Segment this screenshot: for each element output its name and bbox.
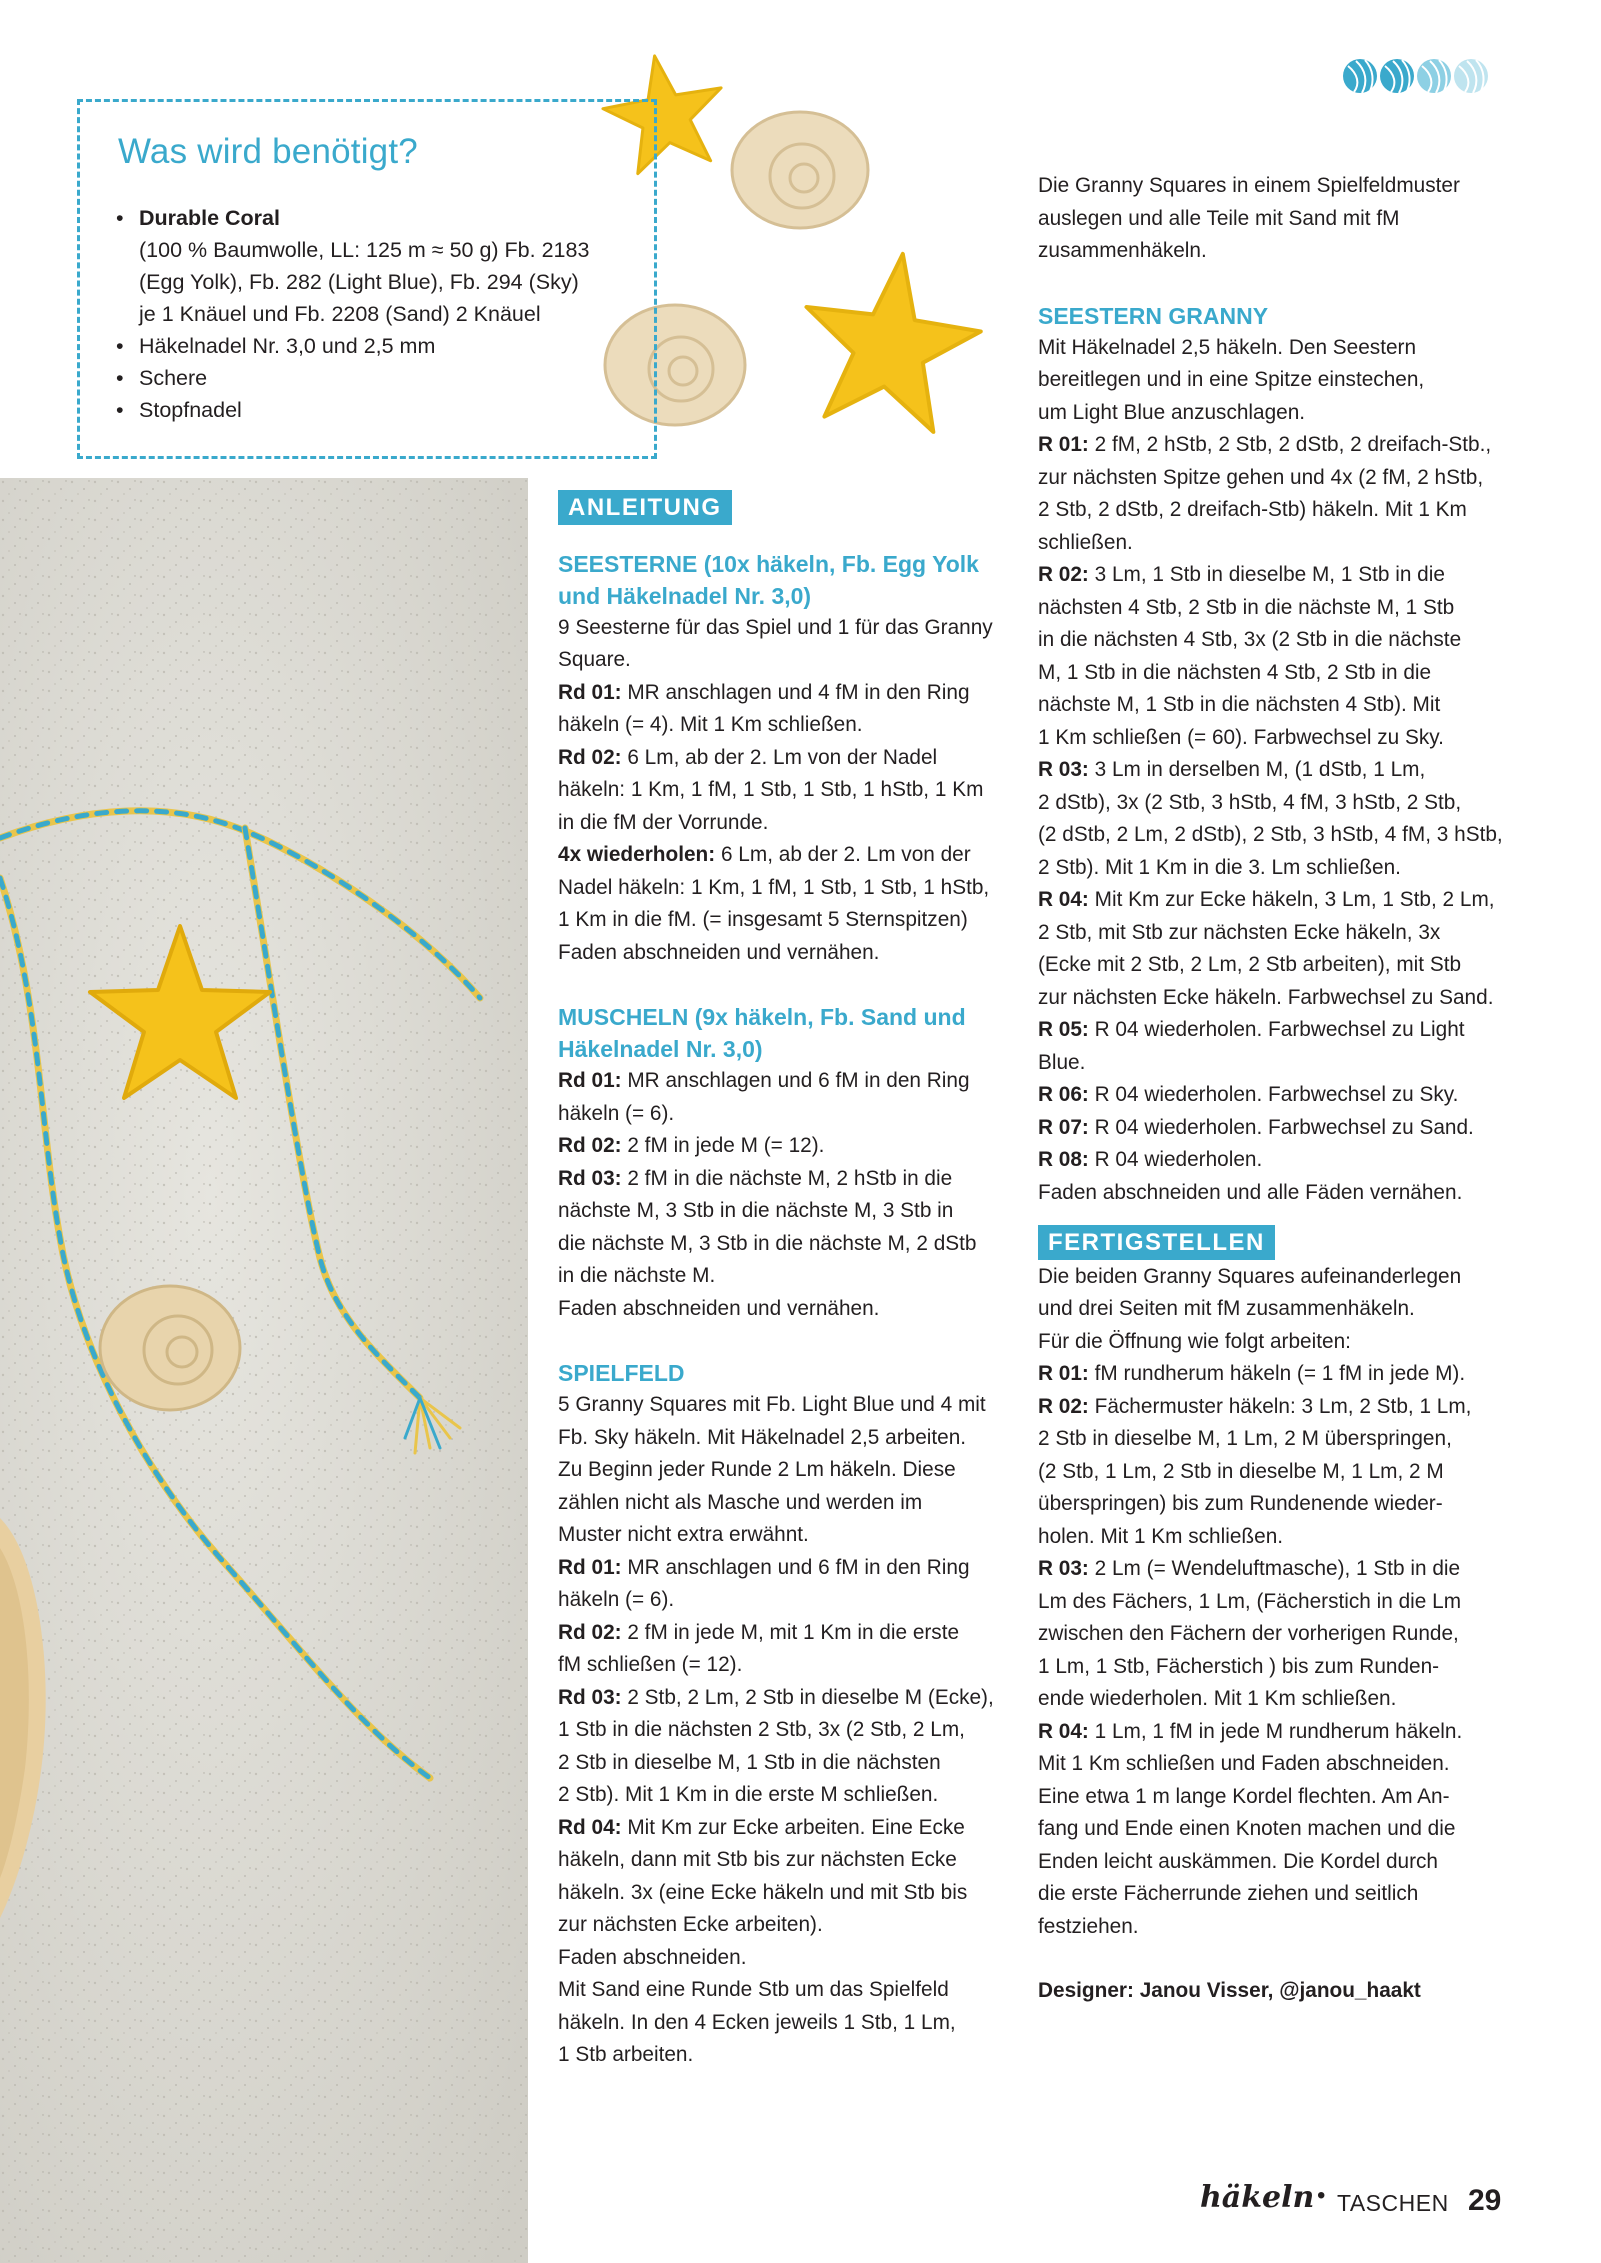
text-line: in die fM der Vorrunde. <box>558 810 769 834</box>
materials-yarn-detail: (Egg Yolk), Fb. 282 (Light Blue), Fb. 294 (Sky) <box>139 270 579 294</box>
yarn-ball-icon <box>1343 59 1377 93</box>
page-footer <box>1200 2178 1500 2228</box>
text-line: Rd 04: Mit Km zur Ecke arbeiten. Eine Ecke <box>558 1815 965 1839</box>
materials-item: • Stopfnadel <box>116 394 589 426</box>
text-line: R 05: R 04 wiederholen. Farbwechsel zu Light <box>1038 1018 1465 1041</box>
text-line: 2 Stb, mit Stb zur nächsten Ecke häkeln, 3x <box>1038 920 1441 944</box>
text-line: Rd 02: 2 fM in jede M (= 12). <box>558 1134 825 1157</box>
text-line: Die Granny Squares in einem Spielfeldmuster <box>1038 174 1460 197</box>
text-line: Mit Häkelnadel 2,5 häkeln. Den Seestern <box>1038 335 1417 359</box>
text-line: überspringen) bis zum Rundenende wieder- <box>1038 1492 1443 1515</box>
yarn-ball-icon <box>1380 59 1414 93</box>
heading-seestern-granny: SEESTERN GRANNY <box>1038 302 1269 329</box>
text-line: Blue. <box>1038 1050 1086 1074</box>
text-line: Nadel häkeln: 1 Km, 1 fM, 1 Stb, 1 Stb, 1 hStb, <box>558 875 990 899</box>
text-line: 1 Lm, 1 Stb, Fächerstich ) bis zum Runden- <box>1038 1654 1440 1678</box>
text-line: 1 Stb in die nächsten 2 Stb, 3x (2 Stb, 2 Lm, <box>558 1718 965 1741</box>
text-line: häkeln (= 4). Mit 1 Km schließen. <box>558 713 863 736</box>
text-line: die erste Fächerrunde ziehen und seitlich <box>1038 1882 1419 1905</box>
text-line: 1 Stb arbeiten. <box>558 2043 694 2066</box>
materials-box <box>77 99 657 459</box>
text-line: um Light Blue anzuschlagen. <box>1038 400 1306 424</box>
text-line: Mit Sand eine Runde Stb um das Spielfeld <box>558 1978 949 2001</box>
page-number: 29 <box>1468 2184 1502 2217</box>
yarn-ball-icons <box>1340 56 1490 96</box>
text-line: (2 Stb, 1 Lm, 2 Stb in dieselbe M, 1 Lm, 2 M <box>1038 1459 1444 1483</box>
text-line: zwischen den Fächern der vorherigen Runde, <box>1038 1622 1459 1645</box>
text-line: und drei Seiten mit fM zusammenhäkeln. <box>1038 1297 1415 1320</box>
heading-muscheln: Häkelnadel Nr. 3,0) <box>558 1036 763 1062</box>
text-line: 9 Seesterne für das Spiel und 1 für das Granny <box>558 615 993 639</box>
text-line: häkeln (= 6). <box>558 1101 675 1125</box>
footer-separator: • <box>1317 2182 1326 2209</box>
text-line: Faden abschneiden. <box>558 1945 747 1969</box>
instructions-column-1 <box>558 490 1008 2072</box>
text-line: Mit 1 Km schließen und Faden abschneiden. <box>1038 1752 1450 1775</box>
text-line: schließen. <box>1038 530 1133 554</box>
starfish-icon <box>792 242 990 437</box>
materials-yarn-detail: (100 % Baumwolle, LL: 125 m ≈ 50 g) Fb. 2183 <box>139 238 590 262</box>
heading-seesterne: und Häkelnadel Nr. 3,0) <box>558 582 812 609</box>
text-line: nächsten 4 Stb, 2 Stb in die nächste M, 1 Stb <box>1038 595 1455 619</box>
text-line: Faden abschneiden und alle Fäden vernähen. <box>1038 1180 1463 1204</box>
magazine-brand: häkeln <box>1200 2180 1315 2215</box>
text-line: Rd 03: 2 fM in die nächste M, 2 hStb in die <box>558 1166 953 1190</box>
text-line: holen. Mit 1 Km schließen. <box>1038 1524 1284 1548</box>
text-line: 4x wiederholen: 6 Lm, ab der 2. Lm von der <box>558 843 971 866</box>
materials-item: • Häkelnadel Nr. 3,0 und 2,5 mm <box>116 330 589 362</box>
text-line: zur nächsten Ecke arbeiten). <box>558 1913 823 1936</box>
text-line: nächste M, 3 Stb in die nächste M, 3 Stb in <box>558 1199 954 1222</box>
heading-seesterne: SEESTERNE (10x häkeln, Fb. Egg Yolk <box>558 550 979 577</box>
text-line: Faden abschneiden und vernähen. <box>558 1296 880 1320</box>
text-line: häkeln. In den 4 Ecken jeweils 1 Stb, 1 Lm, <box>558 2010 956 2034</box>
text-line: Für die Öffnung wie folgt arbeiten: <box>1038 1329 1351 1353</box>
yarn-ball-icon <box>1417 59 1451 93</box>
text-line: häkeln: 1 Km, 1 fM, 1 Stb, 1 Stb, 1 hStb, 1 Km <box>558 778 984 801</box>
materials-title: Was wird benötigt? <box>118 132 418 171</box>
heading-muscheln: MUSCHELN (9x häkeln, Fb. Sand und <box>558 1004 966 1030</box>
text-line: Die beiden Granny Squares aufeinanderlegen <box>1038 1264 1462 1288</box>
footer-section: TASCHEN <box>1337 2190 1449 2216</box>
text-line: häkeln. 3x (eine Ecke häkeln und mit Stb bis <box>558 1880 968 1904</box>
text-line: Square. <box>558 648 631 671</box>
designer-credit: Designer: Janou Visser, @janou_haakt <box>1038 1979 1421 2002</box>
text-line: Rd 03: 2 Stb, 2 Lm, 2 Stb in dieselbe M (Ecke), <box>558 1685 994 1709</box>
text-line: in die nächsten 4 Stb, 3x (2 Stb in die nächste <box>1038 628 1462 651</box>
text-line: (2 dStb, 2 Lm, 2 dStb), 2 Stb, 3 hStb, 4 fM, 3 hStb, <box>1038 823 1503 846</box>
text-line: M, 1 Stb in die nächsten 4 Stb, 2 Stb in die <box>1038 660 1432 684</box>
text-line: ende wiederholen. Mit 1 Km schließen. <box>1038 1687 1397 1710</box>
text-line: zählen nicht als Masche und werden im <box>558 1490 923 1514</box>
text-line: R 07: R 04 wiederholen. Farbwechsel zu Sand. <box>1038 1115 1474 1139</box>
text-line: Lm des Fächers, 1 Lm, (Fächerstich in die Lm <box>1038 1589 1462 1613</box>
text-line: Muster nicht extra erwähnt. <box>558 1523 809 1546</box>
text-line: nächste M, 1 Stb in die nächsten 4 Stb). Mit <box>1038 693 1441 716</box>
text-line: 2 dStb), 3x (2 Stb, 3 hStb, 4 fM, 3 hStb, 2 Stb, <box>1038 790 1462 814</box>
text-line: 2 Stb, 2 dStb, 2 dreifach-Stb) häkeln. Mit 1 Km <box>1038 498 1467 521</box>
text-line: in die nächste M. <box>558 1264 716 1287</box>
materials-item: • Schere <box>116 362 589 394</box>
text-line: R 08: R 04 wiederholen. <box>1038 1148 1263 1171</box>
text-line: häkeln, dann mit Stb bis zur nächsten Ecke <box>558 1848 957 1871</box>
text-line: R 02: 3 Lm, 1 Stb in dieselbe M, 1 Stb in die <box>1038 563 1445 586</box>
text-line: Rd 02: 2 fM in jede M, mit 1 Km in die erste <box>558 1620 960 1644</box>
materials-list <box>116 202 589 426</box>
text-line: Enden leicht auskämmen. Die Kordel durch <box>1038 1849 1438 1873</box>
materials-item-yarn: • Durable Coral <box>116 202 589 234</box>
text-line: R 01: 2 fM, 2 hStb, 2 Stb, 2 dStb, 2 dreifach-Stb., <box>1038 433 1492 456</box>
text-line: fang und Ende einen Knoten machen und die <box>1038 1817 1456 1840</box>
text-line: Faden abschneiden und vernähen. <box>558 940 880 964</box>
text-line: R 03: 2 Lm (= Wendeluftmasche), 1 Stb in die <box>1038 1557 1461 1580</box>
section-label-fertigstellen: FERTIGSTELLEN <box>1038 1225 1275 1260</box>
text-line: die nächste M, 3 Stb in die nächste M, 2 dStb <box>558 1231 977 1255</box>
text-line: zur nächsten Spitze gehen und 4x (2 fM, 2 hStb, <box>1038 465 1484 489</box>
shell-icon <box>732 112 868 228</box>
text-line: R 04: Mit Km zur Ecke häkeln, 3 Lm, 1 Stb, 2 Lm, <box>1038 888 1495 911</box>
text-line: R 03: 3 Lm in derselben M, (1 dStb, 1 Lm, <box>1038 758 1426 781</box>
text-line: 5 Granny Squares mit Fb. Light Blue und 4 mit <box>558 1393 986 1416</box>
text-line: R 02: Fächermuster häkeln: 3 Lm, 2 Stb, 1 Lm, <box>1038 1394 1472 1418</box>
materials-yarn-detail: je 1 Knäuel und Fb. 2208 (Sand) 2 Knäuel <box>139 302 541 326</box>
text-line: R 04: 1 Lm, 1 fM in jede M rundherum häkeln. <box>1038 1719 1463 1743</box>
text-line: Rd 01: MR anschlagen und 6 fM in den Ring <box>558 1555 970 1579</box>
text-line: Zu Beginn jeder Runde 2 Lm häkeln. Diese <box>558 1458 956 1481</box>
text-line: 2 Stb). Mit 1 Km in die 3. Lm schließen. <box>1038 855 1401 879</box>
text-line: R 01: fM rundherum häkeln (= 1 fM in jede M). <box>1038 1362 1466 1385</box>
text-line: R 06: R 04 wiederholen. Farbwechsel zu Sky. <box>1038 1083 1459 1106</box>
text-line: festziehen. <box>1038 1914 1139 1938</box>
text-line: 2 Stb in dieselbe M, 1 Stb in die nächsten <box>558 1750 941 1774</box>
text-line: Rd 01: MR anschlagen und 6 fM in den Ring <box>558 1069 970 1092</box>
text-line: zusammenhäkeln. <box>1038 239 1207 262</box>
text-line: fM schließen (= 12). <box>558 1653 743 1676</box>
text-line: Eine etwa 1 m lange Kordel flechten. Am An- <box>1038 1784 1450 1808</box>
text-line: bereitlegen und in eine Spitze einstechen, <box>1038 368 1425 391</box>
heading-spielfeld: SPIELFELD <box>558 1360 685 1386</box>
text-line: (Ecke mit 2 Stb, 2 Lm, 2 Stb arbeiten), mit Stb <box>1038 953 1462 976</box>
text-line: auslegen und alle Teile mit Sand mit fM <box>1038 206 1400 230</box>
instructions-column-2 <box>1038 170 1508 2008</box>
text-line: Fb. Sky häkeln. Mit Häkelnadel 2,5 arbeiten. <box>558 1425 967 1449</box>
text-line: Rd 01: MR anschlagen und 4 fM in den Ring <box>558 680 970 704</box>
section-label-anleitung: ANLEITUNG <box>558 490 732 525</box>
yarn-ball-icon <box>1454 59 1488 93</box>
text-line: 1 Km in die fM. (= insgesamt 5 Sternspitzen) <box>558 908 968 931</box>
text-line: 2 Stb). Mit 1 Km in die erste M schließen. <box>558 1783 939 1806</box>
text-line: 1 Km schließen (= 60). Farbwechsel zu Sky. <box>1038 725 1444 749</box>
text-line: 2 Stb in dieselbe M, 1 Lm, 2 M überspringen, <box>1038 1427 1452 1450</box>
text-line: Rd 02: 6 Lm, ab der 2. Lm von der Nadel <box>558 745 938 769</box>
text-line: häkeln (= 6). <box>558 1588 675 1611</box>
text-line: zur nächsten Ecke häkeln. Farbwechsel zu Sand. <box>1038 985 1494 1009</box>
